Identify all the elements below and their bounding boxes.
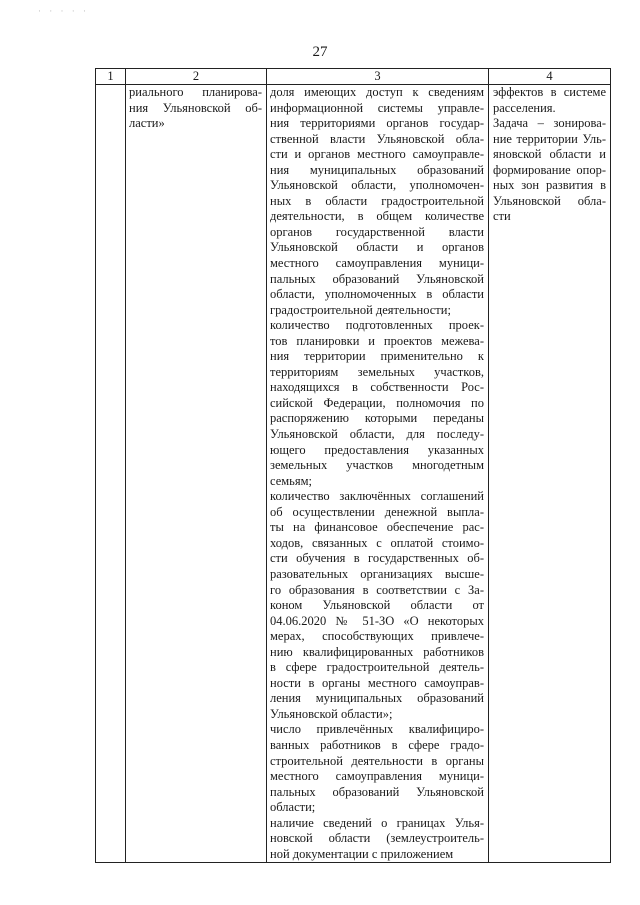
text-line: строительной деятельности в органы	[270, 753, 484, 768]
text-line: деятельности, в общем количестве	[270, 209, 484, 224]
objectives-text	[489, 85, 610, 225]
text-line: сти обучения в государственных об-	[270, 551, 484, 566]
text-line: количество подготовленных проек-	[270, 318, 484, 333]
cell-col-4	[489, 85, 611, 863]
text-line: пальных образований Ульяновской	[270, 271, 484, 286]
table-row	[96, 85, 611, 863]
text-line: органов государственной власти	[270, 224, 484, 239]
text-line: ния Ульяновской об-	[129, 100, 262, 115]
text-line: местного самоуправления муници-	[270, 256, 484, 271]
text-line: 04.06.2020 № 51-ЗО «О некоторых	[270, 613, 484, 628]
text-line: пальных образований Ульяновской	[270, 784, 484, 799]
scan-margin-marks: · · · · ·	[38, 6, 89, 16]
column-header-4: 4	[489, 69, 611, 85]
text-line: Ульяновской области и органов	[270, 240, 484, 255]
text-line: ния территориями органов государ-	[270, 116, 484, 131]
text-line: коном Ульяновской области от	[270, 598, 484, 613]
text-line: расселения.	[493, 100, 556, 115]
text-line: ных зон развития в	[493, 178, 606, 193]
text-line: сийской Федерации, полномочия по	[270, 395, 484, 410]
text-line: эффектов в системе	[493, 85, 606, 99]
text-line: местного самоуправления муници-	[270, 769, 484, 784]
text-line: территориям земельных участков,	[270, 364, 484, 379]
text-line: риального планирова-	[129, 85, 262, 99]
text-line: Ульяновской обла-	[493, 193, 606, 208]
table-header-row	[96, 69, 611, 85]
text-line: Задача – зонирова-	[493, 116, 606, 131]
text-line: ющего предоставления указанных	[270, 442, 484, 457]
program-name-text	[126, 85, 266, 132]
text-line: мерах, способствующих привлече-	[270, 629, 484, 644]
text-line: земельных участков многодетным	[270, 458, 484, 473]
text-line: ной документации с приложением	[270, 846, 454, 861]
text-line: тов планировки и проектов межева-	[270, 333, 484, 348]
text-line: семьям;	[270, 473, 312, 488]
text-line: новской области (землеустроитель-	[270, 831, 484, 846]
text-line: находящихся в собственности Рос-	[270, 380, 484, 395]
text-line: ласти»	[129, 116, 165, 131]
text-line: ния территории применительно к	[270, 349, 484, 364]
text-line: ности в органы местного самоуправ-	[270, 675, 484, 690]
text-line: ления муниципальных образований	[270, 691, 484, 706]
text-line: ственной власти Ульяновской обла-	[270, 131, 484, 146]
text-line: сти	[493, 209, 511, 224]
text-line: об осуществлении денежной выпла-	[270, 504, 484, 519]
column-header-3: 3	[267, 69, 489, 85]
text-line: количество заключённых соглашений	[270, 489, 484, 504]
text-line: го образования в соответствии с За-	[270, 582, 484, 597]
text-line: ванных работников в сфере градо-	[270, 737, 484, 752]
indicators-table	[95, 68, 611, 863]
cell-col-2	[126, 85, 267, 863]
text-line: разовательных организациях высше-	[270, 566, 484, 581]
cell-col-1	[96, 85, 126, 863]
text-line: нию квалифицированных работников	[270, 644, 484, 659]
text-line: Ульяновской области, уполномочен-	[270, 178, 484, 193]
column-header-2: 2	[126, 69, 267, 85]
text-line: яновской области и	[493, 147, 606, 162]
text-line: ние территории Уль-	[493, 131, 606, 146]
text-line: сти и органов местного самоуправле-	[270, 147, 484, 162]
text-line: ния муниципальных образований	[270, 162, 484, 177]
text-line: ты на финансовое обеспечение рас-	[270, 520, 484, 535]
text-line: Ульяновской области, для последу-	[270, 427, 484, 442]
text-line: области;	[270, 800, 316, 815]
text-line: градостроительной деятельности;	[270, 302, 451, 317]
text-line: ных в области градостроительной	[270, 193, 484, 208]
text-line: информационной системы управле-	[270, 100, 484, 115]
text-line: ходов, связанных с оплатой стоимо-	[270, 535, 484, 550]
column-header-1: 1	[96, 69, 126, 85]
text-line: распоряжению которыми переданы	[270, 411, 484, 426]
indicators-text	[267, 85, 488, 862]
cell-col-3	[267, 85, 489, 863]
text-line: Ульяновской области»;	[270, 706, 393, 721]
text-line: число привлечённых квалифициро-	[270, 722, 484, 737]
text-line: области, уполномоченных в области	[270, 287, 484, 302]
text-line: доля имеющих доступ к сведениям	[270, 85, 484, 99]
page-number: 27	[312, 44, 328, 60]
text-line: формирование опор-	[493, 162, 606, 177]
text-line: в сфере градостроительной деятель-	[270, 660, 484, 675]
text-line: наличие сведений о границах Улья-	[270, 815, 484, 830]
